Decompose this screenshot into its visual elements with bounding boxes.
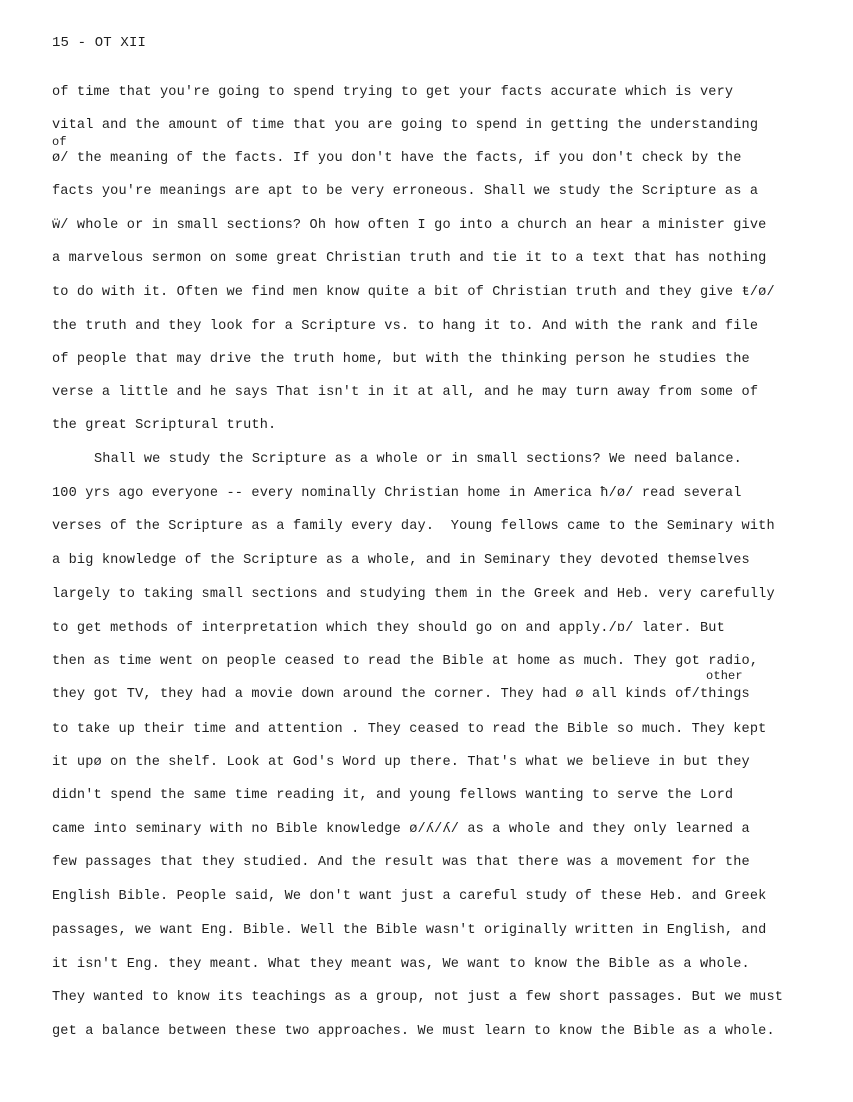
text-line: a marvelous sermon on some great Christian truth and tie it to a text that has nothing xyxy=(52,251,767,266)
text-line: to get methods of interpretation which they should go on and apply./ɒ/ later. But xyxy=(52,621,725,636)
text-line: they got TV, they had a movie down around the corner. They had ø all kinds of/things xyxy=(52,687,750,702)
page-header: 15 - OT XII xyxy=(52,35,147,51)
text-line: then as time went on people ceased to read the Bible at home as much. They got radio, xyxy=(52,654,759,669)
text-line: it upø on the shelf. Look at God's Word up there. That's what we believe in but they xyxy=(52,755,750,770)
text-line: came into seminary with no Bible knowledge ø/ʎ/ʎ/ as a whole and they only learned a xyxy=(52,822,750,837)
text-line: a big knowledge of the Scripture as a whole, and in Seminary they devoted themselves xyxy=(52,553,750,568)
text-line: vital and the amount of time that you are going to spend in getting the understanding xyxy=(52,118,759,133)
interlinear-insert-of: of xyxy=(52,135,67,149)
text-line: to take up their time and attention . They ceased to read the Bible so much. They kept xyxy=(52,722,767,737)
text-line: it isn't Eng. they meant. What they meant was, We want to know the Bible as a whole. xyxy=(52,957,750,972)
text-line: verses of the Scripture as a family every day. Young fellows came to the Seminary with xyxy=(52,519,775,534)
text-line: Shall we study the Scripture as a whole or in small sections? We need balance. xyxy=(94,452,742,467)
text-line: They wanted to know its teachings as a group, not just a few short passages. But we must xyxy=(52,990,784,1005)
text-line: to do with it. Often we find men know quite a bit of Christian truth and they give ŧ/ø/ xyxy=(52,285,775,300)
interlinear-insert-other: other xyxy=(706,669,743,683)
text-line: didn't spend the same time reading it, and young fellows wanting to serve the Lord xyxy=(52,788,734,803)
text-line: of people that may drive the truth home, but with the thinking person he studies the xyxy=(52,352,750,367)
text-line: few passages that they studied. And the result was that there was a movement for the xyxy=(52,855,750,870)
text-line: verse a little and he says That isn't in it at all, and he may turn away from some of xyxy=(52,385,759,400)
text-line: get a balance between these two approaches. We must learn to know the Bible as a whole. xyxy=(52,1024,775,1039)
text-line: the great Scriptural truth. xyxy=(52,418,277,433)
text-line: ẅ/ whole or in small sections? Oh how often I go into a church an hear a minister give xyxy=(52,218,767,233)
text-line: the truth and they look for a Scripture vs. to hang it to. And with the rank and file xyxy=(52,319,759,334)
text-line: ø/ the meaning of the facts. If you don't have the facts, if you don't check by the xyxy=(52,151,742,166)
text-line: largely to taking small sections and studying them in the Greek and Heb. very carefully xyxy=(52,587,775,602)
text-line: of time that you're going to spend trying to get your facts accurate which is very xyxy=(52,85,734,100)
text-line: passages, we want Eng. Bible. Well the Bible wasn't originally written in English, and xyxy=(52,923,767,938)
text-line: facts you're meanings are apt to be very erroneous. Shall we study the Scripture as a xyxy=(52,184,759,199)
text-line: 100 yrs ago everyone -- every nominally Christian home in America ħ/ø/ read several xyxy=(52,486,742,501)
text-line: English Bible. People said, We don't want just a careful study of these Heb. and Greek xyxy=(52,889,767,904)
